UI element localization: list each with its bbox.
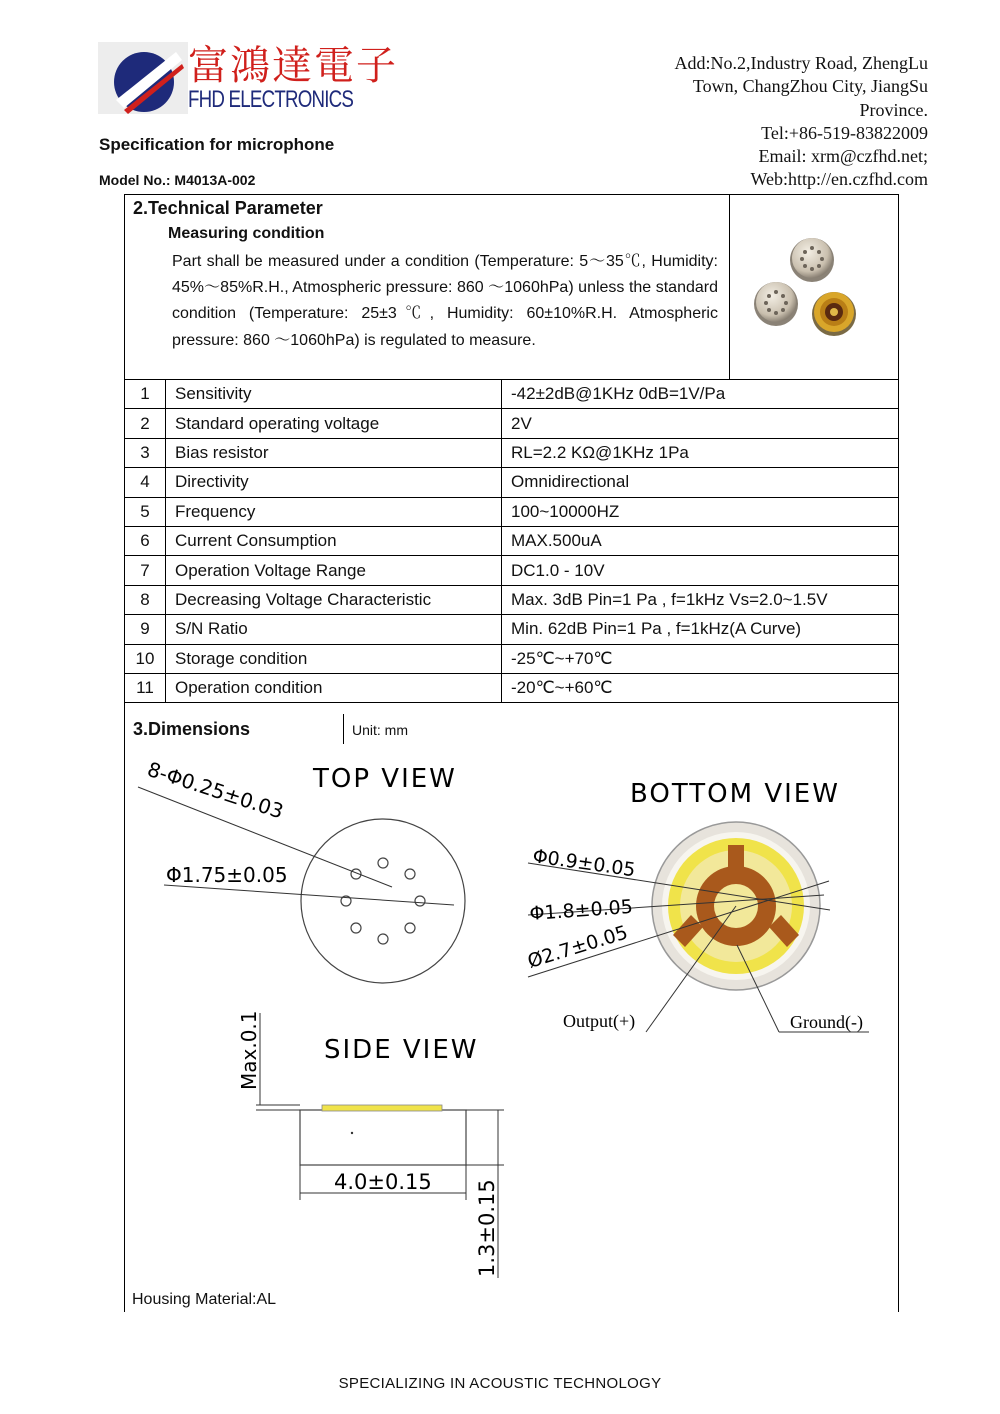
parameter-row	[125, 615, 899, 644]
parameter-value: Omnidirectional	[502, 468, 899, 497]
side-height-label: 1.3±0.15	[475, 1179, 499, 1277]
spec-title: Specification for microphone	[99, 135, 335, 154]
parameter-name: Sensitivity	[166, 380, 502, 409]
ring-diameter-label: Φ1.75±0.05	[166, 863, 288, 887]
ground-label: Ground(-)	[790, 1012, 863, 1032]
parameter-row	[125, 438, 899, 467]
email-line: Email: xrm@czfhd.net;	[758, 146, 928, 167]
measuring-condition-text: Part shall be measured under a condition (Temperature: 5～35℃, Humidity: 45%～85%R.H., Atmospheric pressure: 860 ～1060hPa) unless the standard condition (Temperature: 25±3℃, Humidity: 60±10%R.H. Atmospheric pressure: 860 ～1060hPa) is regulated to measure.	[172, 253, 718, 349]
technical-parameter-title: 2.Technical Parameter	[133, 198, 323, 218]
side-view-body	[300, 1110, 466, 1165]
top-view-outline	[301, 819, 465, 983]
parameter-number: 10	[125, 644, 166, 673]
inner-diameter-label: Φ0.9±0.05	[531, 845, 637, 882]
housing-material: Housing Material:AL	[132, 1291, 277, 1308]
logo-chinese-text: 富鴻達電子	[188, 43, 398, 89]
parameter-number: 1	[125, 380, 166, 409]
measuring-condition-title: Measuring condition	[168, 225, 325, 242]
parameter-name: Directivity	[166, 468, 502, 497]
parameter-value: -42±2dB@1KHz 0dB=1V/Pa	[502, 380, 899, 409]
leader-line	[164, 885, 454, 905]
parameter-value: DC1.0 - 10V	[502, 556, 899, 585]
parameter-number: 8	[125, 585, 166, 614]
footer-slogan: SPECIALIZING IN ACOUSTIC TECHNOLOGY	[338, 1375, 662, 1392]
web-line: Web:http://en.czfhd.com	[750, 169, 928, 190]
parameter-row	[125, 468, 899, 497]
parameter-number: 7	[125, 556, 166, 585]
parameter-row	[125, 585, 899, 614]
parameter-name: Frequency	[166, 497, 502, 526]
top-view-label: TOP VIEW	[313, 764, 457, 794]
address-line: Province.	[859, 99, 928, 120]
output-label: Output(+)	[563, 1011, 636, 1031]
address-block	[608, 52, 928, 192]
parameter-row	[125, 673, 899, 702]
address-line: Town, ChangZhou City, JiangSu	[692, 76, 928, 97]
parameter-value: -20℃~+60℃	[502, 673, 899, 702]
dimension-drawing	[124, 745, 899, 1290]
side-view-pad	[322, 1105, 442, 1111]
middle-diameter-label: Φ1.8±0.05	[528, 895, 634, 925]
address-line: Add:No.2,Industry Road, ZhengLu	[674, 53, 928, 73]
parameter-name: Operation Voltage Range	[166, 556, 502, 585]
parameter-value: -25℃~+70℃	[502, 644, 899, 673]
parameter-number: 11	[125, 673, 166, 702]
parameter-value: MAX.500uA	[502, 526, 899, 555]
parameter-number: 5	[125, 497, 166, 526]
outer-diameter-label: Ø2.7±0.05	[525, 921, 631, 973]
parameter-number: 6	[125, 526, 166, 555]
parameter-row	[125, 526, 899, 555]
parameter-row	[125, 556, 899, 585]
parameter-name: Bias resistor	[166, 438, 502, 467]
parameter-number: 2	[125, 409, 166, 438]
max-tolerance-label: Max.0.1	[237, 1010, 261, 1090]
parameter-name: Operation condition	[166, 673, 502, 702]
parameter-name: Decreasing Voltage Characteristic	[166, 585, 502, 614]
parameter-row	[125, 409, 899, 438]
sound-holes	[341, 858, 425, 944]
parameter-name: S/N Ratio	[166, 615, 502, 644]
parameter-number: 9	[125, 615, 166, 644]
divider	[343, 714, 344, 744]
parameter-value: RL=2.2 KΩ@1KHz 1Pa	[502, 438, 899, 467]
bottom-view-label: BOTTOM VIEW	[630, 779, 840, 809]
phone-line: Tel:+86-519-83822009	[761, 122, 928, 143]
parameter-value: 2V	[502, 409, 899, 438]
dimensions-title: 3.Dimensions	[133, 719, 251, 739]
parameter-name: Storage condition	[166, 644, 502, 673]
hole-diameter-label: 8-Φ0.25±0.03	[144, 756, 287, 824]
divider	[729, 194, 730, 380]
parameter-table	[124, 379, 899, 703]
parameter-value: 100~10000HZ	[502, 497, 899, 526]
parameter-name: Standard operating voltage	[166, 409, 502, 438]
model-number: Model No.: M4013A-002	[99, 172, 256, 188]
side-view-label: SIDE VIEW	[324, 1035, 479, 1065]
parameter-name: Current Consumption	[166, 526, 502, 555]
unit-label: Unit: mm	[352, 722, 408, 738]
parameter-value: Min. 62dB Pin=1 Pa , f=1kHz(A Curve)	[502, 615, 899, 644]
side-width-label: 4.0±0.15	[334, 1170, 432, 1194]
parameter-row	[125, 380, 899, 409]
microphone-photo	[748, 232, 868, 342]
parameter-row	[125, 644, 899, 673]
parameter-number: 4	[125, 468, 166, 497]
parameter-row	[125, 497, 899, 526]
parameter-value: Max. 3dB Pin=1 Pa , f=1kHz Vs=2.0~1.5V	[502, 585, 899, 614]
logo-english-text: FHD ELECTRONICS	[188, 86, 354, 113]
parameter-number: 3	[125, 438, 166, 467]
